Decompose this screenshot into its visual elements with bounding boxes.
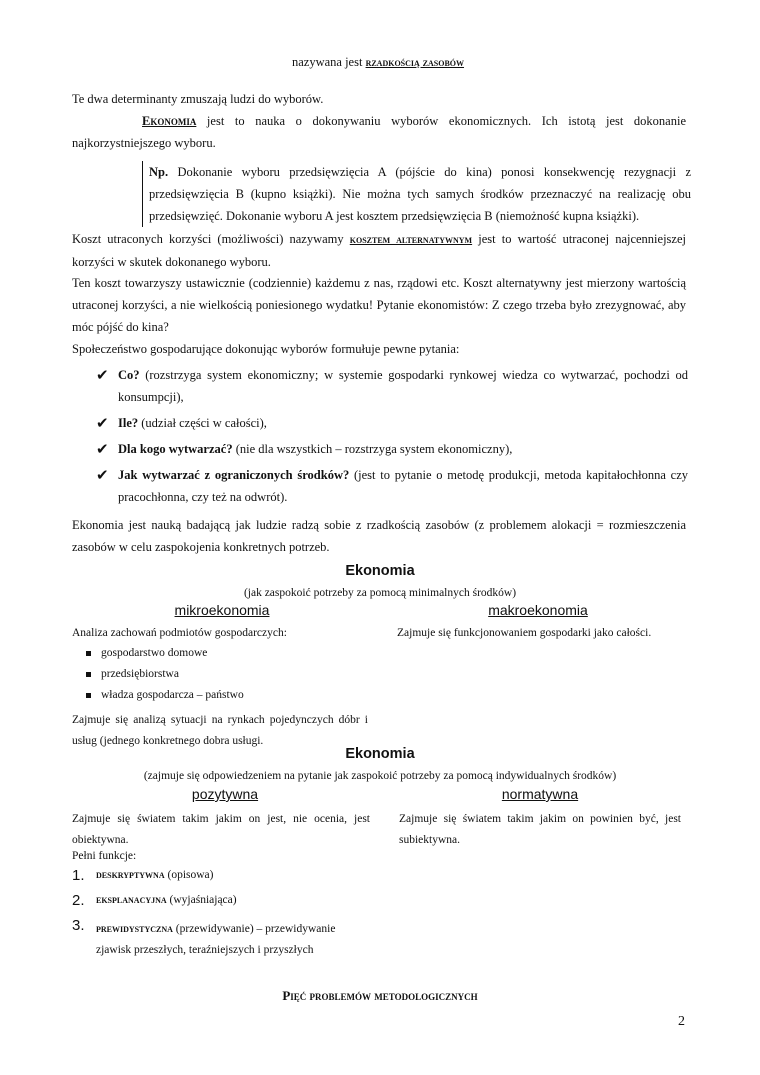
list-item	[96, 438, 688, 460]
section2-subtitle: (zajmuje się odpowiedzeniem na pytanie jak zaspokoić potrzeby za pomocą indywidualnych środków)	[143, 770, 617, 782]
term-ekonomia: Ekonomia	[142, 114, 197, 128]
question-text: (rozstrzyga system ekonomiczny; w systemie gospodarki rynkowej wiedza co wytwarzać, pochodzi od konsumpcji),	[118, 368, 688, 404]
term-koszt-alternatywny: kosztem alternatywnym	[349, 234, 473, 246]
bullet-text: przedsiębiorstwa	[101, 668, 179, 680]
question-bold: Ile?	[118, 416, 139, 430]
paragraph-determinanty: Te dwa determinanty zmuszają ludzi do wyborów.	[72, 92, 324, 106]
function-term: prewidystyczna	[96, 923, 173, 935]
function-term: eksplanacyjna	[96, 894, 167, 906]
bullet-text: gospodarstwo domowe	[101, 647, 208, 659]
top-line-prefix: nazywana jest	[291, 55, 366, 69]
section2-right-head: normatywna	[501, 786, 579, 802]
section1-left-head: mikroekonomia	[174, 602, 270, 618]
checkmark-icon: ✔	[96, 414, 109, 432]
list-item	[86, 647, 366, 668]
function-term: deskryptywna	[96, 869, 165, 881]
list-number: 1.	[72, 867, 85, 884]
koszt-after: jest to wartość utraconej najcenniejszej korzyści w skutek dokonanego wyboru.	[72, 232, 686, 269]
list-number: 2.	[72, 892, 85, 909]
function-text: (przewidywanie) – przewidywanie zjawisk przeszłych, teraźniejszych i przyszłych	[96, 923, 336, 956]
list-number: 3.	[72, 917, 85, 934]
final-heading: Pięć problemów metodologicznych	[282, 988, 478, 1003]
paragraph-definition	[72, 110, 686, 154]
list-item	[86, 668, 366, 689]
list-item	[96, 464, 688, 508]
list-item	[72, 869, 372, 894]
list-item	[72, 894, 372, 919]
checkmark-icon: ✔	[96, 466, 109, 484]
bullet-text: władza gospodarcza – państwo	[101, 689, 244, 701]
section1-bullets	[86, 647, 366, 710]
functions-label: Pełni funkcje:	[72, 850, 137, 862]
koszt-before: Koszt utraconych korzyści (możliwości) nazywamy	[72, 232, 350, 246]
bullet-icon	[86, 693, 91, 698]
page-number: 2	[678, 1014, 685, 1029]
section1-title: Ekonomia	[345, 563, 415, 579]
question-text: (nie dla wszystkich – rozstrzyga system ekonomiczny),	[232, 442, 513, 456]
function-text: (wyjaśniająca)	[166, 894, 237, 906]
checkmark-icon: ✔	[96, 440, 109, 458]
question-bold: Co?	[118, 368, 140, 382]
example-box	[142, 161, 691, 227]
list-item	[86, 689, 366, 710]
section1-subtitle: (jak zaspokoić potrzeby za pomocą minimalnych środków)	[243, 587, 517, 599]
list-item	[96, 412, 688, 434]
list-item	[72, 919, 372, 961]
definition-text: jest to nauka o dokonywaniu wyborów ekonomicznych. Ich istotą jest dokonanie najkorzystniejszego wyboru.	[72, 114, 686, 150]
list-item	[96, 364, 688, 408]
section2-title: Ekonomia	[345, 746, 415, 762]
section1-right-text: Zajmuje się funkcjonowaniem gospodarki jako całości.	[397, 627, 652, 639]
section2-right-text: Zajmuje się światem takim jakim on powinien być, jest subiektywna.	[399, 813, 681, 846]
paragraph-spoleczenstwo: Społeczeństwo gospodarujące dokonując wyborów formułuje pewne pytania:	[72, 342, 460, 356]
question-bold: Dla kogo wytwarzać?	[118, 442, 233, 456]
section1-right-head: makroekonomia	[488, 602, 588, 618]
paragraph-ekonomia-nauka: Ekonomia jest nauką badającą jak ludzie radzą sobie z rzadkością zasobów (z problemem alokacji = rozmieszczenia zasobów w celu zaspokojenia konkretnych potrzeb.	[72, 518, 686, 554]
functions-list	[72, 869, 372, 961]
section2-left-text: Zajmuje się światem takim jakim on jest, nie ocenia, jest obiektywna.	[72, 813, 370, 846]
section2-left-head: pozytywna	[191, 786, 259, 802]
section1-left-text: Analiza zachowań podmiotów gospodarczych:	[72, 627, 287, 639]
paragraph-ten-koszt: Ten koszt towarzyszy ustawicznie (codziennie) każdemu z nas, rządowi etc. Koszt alternatywny jest mierzony wartością utraconej korzyści, a nie wielkością poniesionego wydatku! Pytanie ekonomistów: Z czego trzeba było zrezygnować, aby móc pójść do kina?	[72, 276, 686, 334]
function-text: (opisowa)	[164, 869, 214, 881]
example-text: Dokonanie wyboru przedsięwzięcia A (pójście do kina) ponosi konsekwencję rezygnacji z przedsięwzięcia B (kupno książki). Nie można tych samych środków przeznaczyć na realizację obu przedsięwzięć. Dokonanie wyboru A jest kosztem przedsięwzięcia B (niemożność kupna książki).	[149, 165, 691, 223]
questions-list	[96, 364, 688, 508]
question-text: (udział części w całości),	[138, 416, 267, 430]
question-text: (jest to pytanie o metodę produkcji, metoda kapitałochłonna czy pracochłonna, czy też na odwrót).	[118, 468, 689, 504]
checkmark-icon: ✔	[96, 366, 109, 384]
bullet-icon	[86, 672, 91, 677]
paragraph-koszt	[72, 228, 686, 273]
question-bold: Jak wytwarzać z ograniczonych środków?	[118, 468, 350, 482]
bullet-icon	[86, 651, 91, 656]
section1-left-footer: Zajmuje się analizą sytuacji na rynkach pojedynczych dóbr i usług (jednego konkretnego dobra usługi.	[72, 714, 368, 747]
top-line	[70, 55, 686, 70]
example-label: Np.	[149, 165, 169, 179]
term-rzadkosc: rzadkością zasobów	[365, 57, 465, 69]
